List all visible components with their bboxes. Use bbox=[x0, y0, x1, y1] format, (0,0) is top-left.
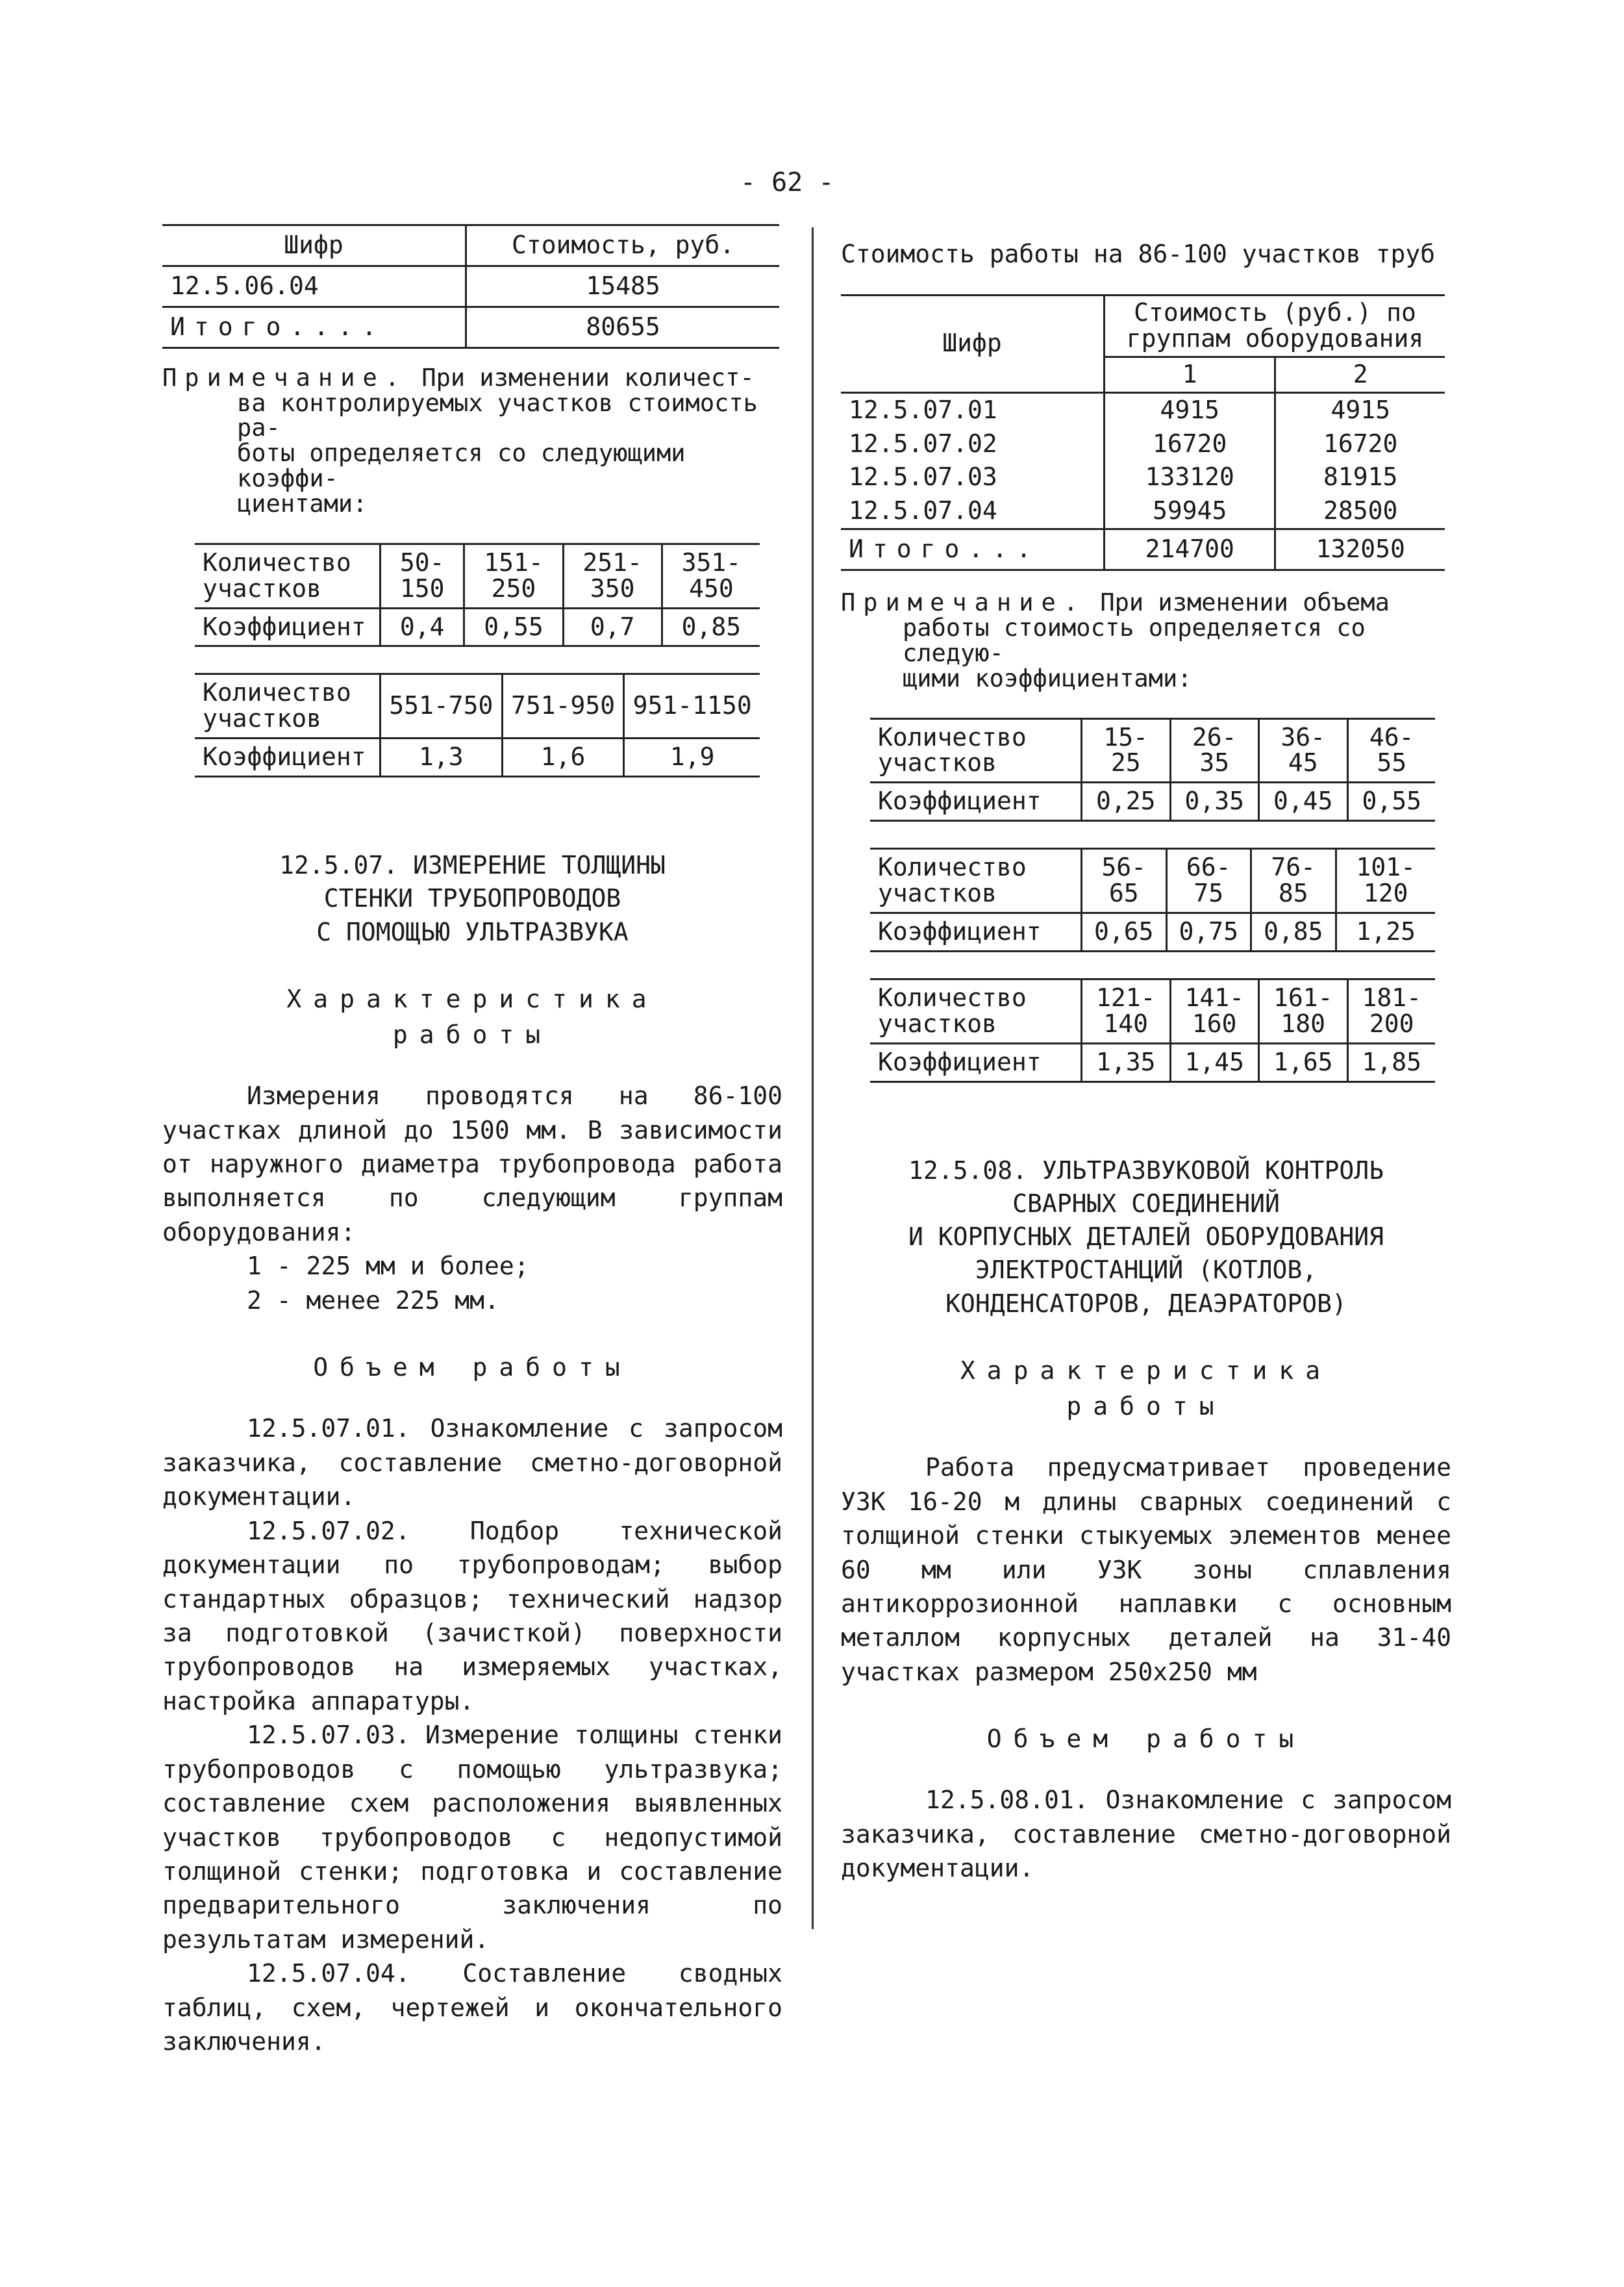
work-step: 12.5.07.04. Составление сводных таблиц, схем, чертежей и окончательного заключения. bbox=[162, 1959, 782, 2056]
total-label: Итого... bbox=[841, 529, 1105, 570]
row-label: Коэффициент bbox=[203, 612, 366, 641]
note-text-3: щими коэффициентами: bbox=[903, 664, 1192, 692]
note-right bbox=[841, 590, 1451, 691]
cost-table-12-5-06 bbox=[162, 224, 779, 349]
column-divider bbox=[812, 227, 814, 1929]
coef-table bbox=[195, 543, 760, 648]
range-cell: 66-75 bbox=[1166, 849, 1251, 913]
range-cell: 15-25 bbox=[1082, 718, 1171, 783]
heading-line: Характеристика bbox=[286, 984, 658, 1013]
volume-heading: Объем работы bbox=[313, 1353, 632, 1382]
coef-table bbox=[870, 978, 1435, 1083]
row-label: Количество участков bbox=[870, 718, 1082, 783]
coef-cell: 0,85 bbox=[662, 608, 760, 646]
section-title-line: И КОРПУСНЫХ ДЕТАЛЕЙ ОБОРУДОВАНИЯ bbox=[908, 1222, 1384, 1252]
heading-line: работы bbox=[392, 1020, 553, 1050]
cost-title: Стоимость работы на 86-100 участков труб bbox=[841, 240, 1436, 268]
row-label: Коэффициент bbox=[878, 916, 1042, 946]
note-left bbox=[162, 363, 782, 518]
range-cell: 951-1150 bbox=[624, 674, 760, 739]
row-g2: 81915 bbox=[1275, 461, 1445, 494]
row-g1: 16720 bbox=[1105, 427, 1275, 461]
range-cell: 26-35 bbox=[1170, 718, 1259, 783]
characteristics-heading bbox=[841, 1353, 1451, 1424]
page-number: - 62 - bbox=[740, 168, 834, 197]
section-title-line: 12.5.08. УЛЬТРАЗВУКОВОЙ КОНТРОЛЬ bbox=[908, 1156, 1384, 1185]
row-label: Количество участков bbox=[870, 979, 1082, 1043]
header-group: Стоимость (руб.) по группам оборудования bbox=[1105, 296, 1445, 357]
note-text-3: боты определяется со следующими коэффи- bbox=[237, 439, 686, 493]
header-col-1: 1 bbox=[1105, 357, 1275, 392]
work-step: 12.5.08.01. Ознакомление с запросом заказчика, составление сметно-договорной документации. bbox=[841, 1786, 1451, 1883]
right-column bbox=[841, 224, 1451, 1886]
section-title-line: ЭЛЕКТРОСТАНЦИЙ (КОТЛОВ, bbox=[975, 1256, 1318, 1285]
coef-cell: 0,4 bbox=[381, 608, 464, 646]
section-title-line: СВАРНЫХ СОЕДИНЕНИЙ bbox=[1012, 1189, 1280, 1218]
section-title bbox=[162, 849, 782, 949]
coef-cell: 1,65 bbox=[1259, 1043, 1348, 1081]
volume-heading: Объем работы bbox=[986, 1725, 1306, 1754]
range-cell: 56-65 bbox=[1082, 849, 1167, 913]
row-code: 12.5.07.01 bbox=[849, 395, 997, 424]
row-code: 12.5.07.04 bbox=[849, 496, 997, 525]
row-code: 12.5.07.03 bbox=[849, 462, 997, 492]
section-title-line: С ПОМОЩЬЮ УЛЬТРАЗВУКА bbox=[316, 917, 629, 946]
row-label: Количество участков bbox=[870, 849, 1082, 913]
range-cell: 101-120 bbox=[1336, 849, 1435, 913]
note-lead: Примечание. bbox=[841, 588, 1086, 617]
total-g2: 132050 bbox=[1275, 529, 1445, 570]
equipment-group-1: 1 - 225 мм и более; bbox=[247, 1252, 529, 1281]
row-cost: 15485 bbox=[466, 266, 779, 307]
range-cell: 141-160 bbox=[1170, 979, 1259, 1043]
note-lead: Примечание. bbox=[162, 363, 408, 392]
range-cell: 151-250 bbox=[464, 544, 563, 608]
range-cell: 76-85 bbox=[1251, 849, 1336, 913]
range-cell: 751-950 bbox=[502, 674, 624, 739]
note-text-1: При изменении количест- bbox=[421, 363, 755, 392]
total-g1: 214700 bbox=[1105, 529, 1275, 570]
note-text-2: ва контролируемых участков стоимость ра- bbox=[237, 388, 758, 442]
coef-cell: 0,65 bbox=[1082, 913, 1167, 951]
coef-cell: 0,25 bbox=[1082, 783, 1171, 821]
coef-cell: 0,45 bbox=[1259, 783, 1348, 821]
work-step: 12.5.07.01. Ознакомление с запросом заказчика, составление сметно-договорной документации. bbox=[162, 1414, 782, 1511]
work-step: 12.5.07.03. Измерение толщины стенки трубопроводов с помощью ультразвука; составление схем расположения выявленных участков трубопроводов с недопустимой толщиной стенки; подготовка и составление предварительного заключения по результатам измерений. bbox=[162, 1721, 782, 1954]
section-title-line: 12.5.07. ИЗМЕРЕНИЕ ТОЛЩИНЫ bbox=[279, 851, 666, 880]
row-g2: 16720 bbox=[1275, 427, 1445, 461]
coef-cell: 1,85 bbox=[1347, 1043, 1435, 1081]
coef-cell: 1,25 bbox=[1336, 913, 1435, 951]
range-cell: 36-45 bbox=[1259, 718, 1348, 783]
coef-cell: 1,35 bbox=[1082, 1043, 1171, 1081]
row-label: Количество участков bbox=[195, 674, 381, 739]
header-code: Шифр bbox=[841, 296, 1105, 393]
row-label: Количество участков bbox=[195, 544, 381, 608]
coef-cell: 0,7 bbox=[563, 608, 662, 646]
header-cost: Стоимость, руб. bbox=[466, 225, 779, 266]
coef-cell: 1,45 bbox=[1170, 1043, 1259, 1081]
coef-table bbox=[195, 673, 760, 777]
coef-table bbox=[870, 848, 1435, 952]
coef-cell: 0,55 bbox=[1347, 783, 1435, 821]
total-value: 80655 bbox=[466, 307, 779, 347]
coef-cell: 0,35 bbox=[1170, 783, 1259, 821]
range-cell: 121-140 bbox=[1082, 979, 1171, 1043]
row-g1: 59945 bbox=[1105, 494, 1275, 529]
heading-line: Характеристика bbox=[960, 1356, 1332, 1385]
section-title-line: СТЕНКИ ТРУБОПРОВОДОВ bbox=[323, 884, 621, 913]
range-cell: 50-150 bbox=[381, 544, 464, 608]
row-code: 12.5.06.04 bbox=[162, 266, 466, 307]
heading-line: работы bbox=[1066, 1392, 1226, 1421]
range-cell: 46-55 bbox=[1347, 718, 1435, 783]
coef-cell: 0,85 bbox=[1251, 913, 1336, 951]
note-text-1: При изменении объема bbox=[1100, 588, 1390, 617]
section-title bbox=[841, 1154, 1451, 1320]
header-code: Шифр bbox=[162, 225, 466, 266]
coef-cell: 1,9 bbox=[624, 739, 760, 777]
coef-cell: 0,55 bbox=[464, 608, 563, 646]
row-g2: 4915 bbox=[1275, 392, 1445, 427]
coef-table bbox=[870, 718, 1435, 822]
left-column bbox=[162, 224, 782, 2059]
coef-cell: 1,6 bbox=[502, 739, 624, 777]
range-cell: 551-750 bbox=[381, 674, 503, 739]
range-cell: 181-200 bbox=[1347, 979, 1435, 1043]
note-text-2: работы стоимость определяется со следую- bbox=[903, 613, 1366, 667]
row-label: Коэффициент bbox=[878, 787, 1042, 816]
row-g2: 28500 bbox=[1275, 494, 1445, 529]
header-col-2: 2 bbox=[1275, 357, 1445, 392]
note-text-4: циентами: bbox=[237, 489, 368, 518]
row-code: 12.5.07.02 bbox=[849, 429, 997, 458]
row-g1: 133120 bbox=[1105, 461, 1275, 494]
range-cell: 351-450 bbox=[662, 544, 760, 608]
range-cell: 251-350 bbox=[563, 544, 662, 608]
coef-cell: 0,75 bbox=[1166, 913, 1251, 951]
section-title-line: КОНДЕНСАТОРОВ, ДЕАЭРАТОРОВ) bbox=[945, 1289, 1347, 1318]
coef-cell: 1,3 bbox=[381, 739, 503, 777]
total-label: Итого.... bbox=[170, 312, 386, 341]
work-step: 12.5.07.02. Подбор технической документации по трубопроводам; выбор стандартных образцов; технический надзор за подготовкой (зачисткой) поверхности трубопроводов на измеряемых участках, настройка аппаратуры. bbox=[162, 1516, 782, 1715]
row-label: Коэффициент bbox=[203, 742, 366, 772]
characteristics-text: Работа предусматривает проведение УЗК 16-20 м длины сварных соединений с толщиной стенки стыкуемых элементов менее 60 мм или УЗК зоны сплавления антикоррозионной наплавки с основным металлом корпусных деталей на 31-40 участках размером 250х250 мм bbox=[841, 1453, 1451, 1686]
row-g1: 4915 bbox=[1105, 392, 1275, 427]
row-label: Коэффициент bbox=[878, 1047, 1042, 1076]
characteristics-heading bbox=[162, 981, 782, 1053]
characteristics-text: Измерения проводятся на 86-100 участках длиной до 1500 мм. В зависимости от наружного диаметра трубопровода работа выполняется по следующим группам оборудования: bbox=[162, 1081, 782, 1246]
equipment-group-2: 2 - менее 225 мм. bbox=[247, 1285, 499, 1315]
range-cell: 161-180 bbox=[1259, 979, 1348, 1043]
cost-table-12-5-07 bbox=[841, 294, 1445, 571]
